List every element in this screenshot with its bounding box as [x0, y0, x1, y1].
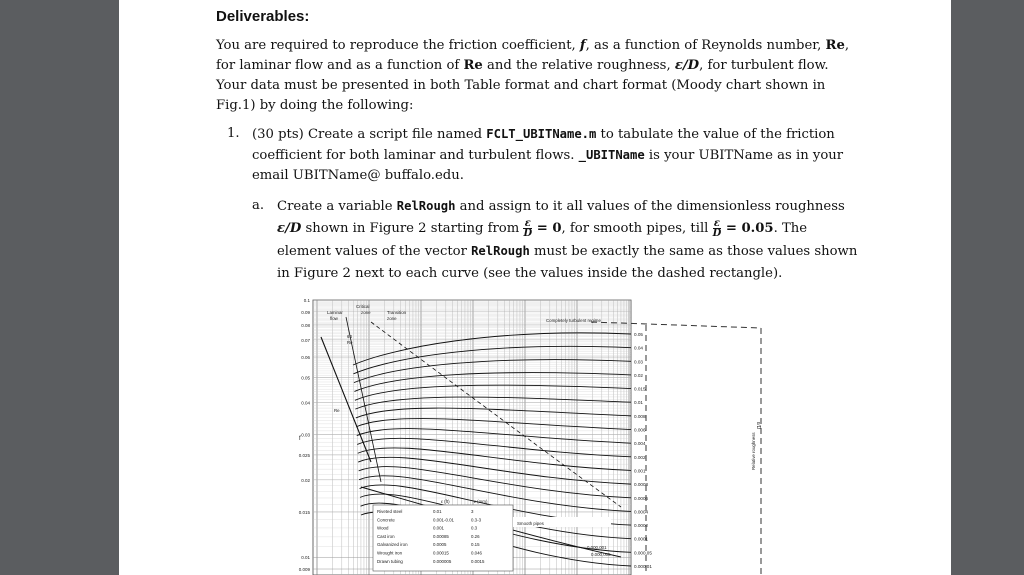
symbol-re-2: Re: [463, 58, 483, 73]
laminar-eq-denominator: Re: [347, 340, 353, 345]
item1-text-2: to tabulate the value of the friction coefficient for both laminar and turbulent flows.: [252, 127, 835, 163]
table-header-ft: ε (ft): [441, 499, 450, 504]
y-tick-label: 0.08: [301, 322, 310, 328]
document-page: [119, 0, 951, 575]
equals-zero: = 0: [532, 221, 562, 236]
y-tick-label: 0.025: [298, 452, 310, 458]
roughness-label: 0.000,05: [634, 550, 652, 556]
symbol-f: f: [579, 38, 586, 53]
table-material: Riveted steel: [377, 509, 403, 514]
roughness-label: 0.05: [634, 332, 643, 337]
section-heading: Deliverables:: [216, 8, 310, 25]
item1-text-3: is your UBITName as in your email UBITName@ buffalo.edu.: [252, 148, 844, 183]
complete-turbulence-label: Completely turbulent regime: [546, 318, 601, 323]
y-tick-label: 0.015: [298, 509, 310, 515]
laminar-eq-numerator: 64: [347, 334, 352, 339]
task-item-1: [227, 124, 862, 186]
laminar-label: Laminar: [327, 310, 343, 315]
table-header-mm: ε (mm): [474, 499, 488, 504]
table-eps-ft: 0.01: [433, 509, 442, 514]
intro-text-5: , for turbulent flow. Your data must be presented in both Table format and chart format (Moody chart shown in Fig.1) by doing the following:: [216, 58, 829, 113]
itema-text-2: and assign to it all values of the dimensionless roughness: [455, 199, 845, 214]
table-material: Concrete: [377, 517, 395, 523]
transition-zone-label-2: zone: [387, 316, 397, 321]
critical-zone-label-2: zone: [361, 310, 371, 315]
transition-zone-label: Transition: [387, 310, 407, 315]
equals-max: = 0.05: [721, 221, 774, 236]
friction-curve: [358, 457, 631, 484]
var-relrough-2: RelRough: [471, 244, 530, 258]
table-eps-ft: 0.00085: [433, 533, 449, 539]
symbol-eps-d-2: ε/D: [277, 221, 302, 236]
y-tick-label: 0.1: [303, 298, 310, 303]
y-axis-label: f: [299, 436, 301, 442]
roughness-label: 0.002: [634, 454, 646, 460]
table-eps-ft: 0.000005: [433, 558, 452, 564]
laminar-label-2: flow: [330, 316, 338, 321]
y-tick-label: 0.05: [301, 375, 310, 381]
friction-curve: [359, 467, 631, 498]
friction-curve: [356, 419, 631, 430]
table-eps-mm: 0.0015: [471, 558, 485, 564]
roughness-label: 0.006: [634, 427, 646, 433]
itema-text-5: . The element values of the vector: [277, 221, 808, 259]
itema-text-6: must be exactly the same as those values shown in Figure 2 next to each curve (see the values inside the dashed rectangle).: [277, 244, 858, 281]
table-eps-ft: 0.0005: [433, 542, 447, 548]
itema-text-1: Create a variable: [277, 199, 397, 214]
table-eps-mm: 3: [471, 509, 474, 514]
table-eps-mm: 0.3-3: [471, 517, 482, 523]
fraction-eps-d: $\frac{\varepsilon}{D}$: [523, 218, 533, 239]
symbol-eps-d: ε/D: [674, 58, 700, 73]
intro-text-3: , for laminar flow and as a function of: [216, 38, 850, 73]
roughness-label: 0.004: [634, 441, 646, 447]
roughness-label: 0.02: [634, 372, 643, 378]
intro-paragraph: [216, 36, 862, 116]
table-eps-mm: 0.15: [471, 542, 480, 548]
table-material: Cast iron: [377, 533, 395, 539]
table-material: Wrought iron: [377, 550, 403, 556]
y-tick-label: 0.09: [301, 309, 310, 315]
smooth-roughness-label: 0.000,001: [587, 545, 607, 550]
roughness-label: 0.000,01: [634, 564, 652, 569]
table-eps-ft: 0.001-0.01: [433, 517, 454, 523]
ubit-code: _UBITName: [578, 148, 645, 162]
roughness-label: 0.04: [634, 345, 643, 351]
symbol-re: Re: [825, 38, 845, 53]
right-axis-symbol: ε/D: [755, 422, 761, 430]
roughness-label: 0.0004: [634, 509, 649, 515]
y-tick-label: 0.009: [298, 567, 310, 573]
task-item-a: [252, 195, 862, 285]
y-tick-label: 0.01: [301, 555, 310, 561]
roughness-label: 0.0001: [634, 536, 649, 542]
roughness-label: 0.001: [634, 468, 646, 474]
roughness-label: 0.0002: [634, 523, 649, 529]
table-eps-ft: 0.00015: [433, 550, 449, 556]
table-eps-mm: 0.3: [471, 525, 478, 531]
roughness-label: 0.015: [634, 386, 646, 392]
table-material: Galvanized iron: [377, 542, 408, 548]
y-tick-label: 0.06: [301, 355, 310, 361]
item-number: 1.: [227, 126, 240, 141]
y-tick-label: 0.07: [301, 337, 310, 343]
y-tick-label: 0.02: [301, 477, 310, 483]
smooth-pipes-label: Smooth pipes: [517, 521, 544, 526]
roughness-label: 0.0006: [634, 495, 649, 501]
moody-chart: [291, 292, 781, 575]
intro-text-1: You are required to reproduce the friction coefficient,: [216, 38, 580, 53]
friction-curve: [355, 397, 631, 409]
script-filename: FCLT_UBITName.m: [486, 127, 597, 141]
itema-text-4: , for smooth pipes, till: [561, 221, 713, 236]
recr-label: Re: [334, 408, 340, 413]
roughness-label: 0.008: [634, 413, 646, 419]
friction-curve: [355, 385, 631, 400]
right-axis-label: Relative roughness: [751, 432, 756, 470]
intro-text-2: , as a function of Reynolds number,: [585, 38, 826, 53]
roughness-label: 0.01: [634, 400, 643, 406]
friction-curve: [354, 360, 631, 383]
roughness-label: 0.0008: [634, 482, 649, 488]
table-eps-mm: 0.26: [471, 533, 480, 539]
table-material: Drawn tubing: [377, 558, 403, 564]
table-eps-mm: 0.046: [471, 550, 482, 556]
table-material: Wood: [377, 525, 389, 531]
roughness-label: 0.03: [634, 359, 643, 365]
itema-text-3: shown in Figure 2 starting from: [301, 221, 524, 236]
moody-chart-figure: [291, 292, 781, 575]
var-relrough: RelRough: [396, 199, 456, 213]
critical-zone-label: Critical: [356, 304, 370, 309]
intro-text-4: and the relative roughness,: [482, 58, 675, 73]
item1-text-1: (30 pts) Create a script file named: [252, 127, 487, 142]
y-tick-label: 0.03: [301, 432, 310, 438]
friction-curve: [356, 408, 631, 418]
y-tick-label: 0.04: [301, 400, 310, 406]
smooth-roughness-label: 0.000,005: [591, 552, 611, 557]
fraction-eps-d-2: $\frac{\varepsilon}{D}$: [712, 218, 722, 239]
table-eps-ft: 0.001: [433, 525, 444, 531]
item-letter: a.: [252, 198, 265, 213]
